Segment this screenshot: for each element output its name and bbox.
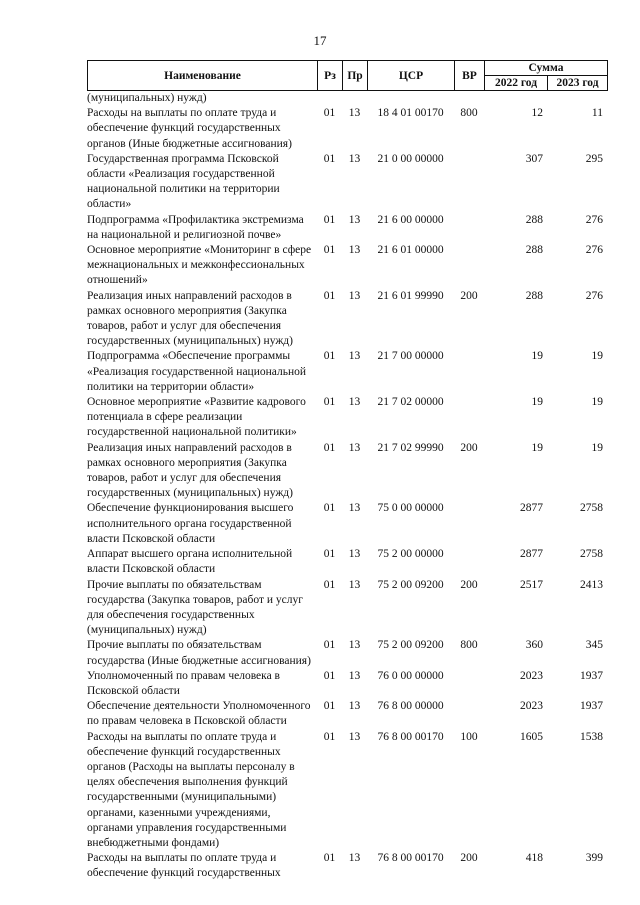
- cell-pr: 13: [348, 548, 361, 561]
- cell-name: Реализация иных направлений расходов в рамках основного мероприятия (Закупка товаров, работ и услуг для обеспечения государственных (муниципальных) нужд): [87, 289, 293, 348]
- header-sum: Сумма: [485, 61, 608, 76]
- cell-sum-2022: 2023: [520, 669, 543, 682]
- cell-sum-2022: 288: [525, 289, 543, 302]
- cell-name: Государственная программа Псковской области «Реализация государственной национальной политики на территории области»: [87, 152, 280, 211]
- cell-vr: 200: [460, 441, 478, 454]
- cell-csr: 76 0 00 00000: [377, 669, 444, 682]
- cell-sum-2022: 2517: [520, 578, 543, 591]
- cell-sum-2023: 276: [585, 289, 603, 302]
- cell-name: Аппарат высшего органа исполнительной власти Псковской области: [87, 548, 293, 576]
- cell-csr: 21 6 00 00000: [377, 213, 444, 226]
- cell-rz: 01: [323, 502, 336, 515]
- cell-sum-2022: 12: [531, 107, 543, 120]
- cell-pr: 13: [348, 852, 361, 865]
- cell-sum-2022: 1605: [520, 730, 543, 743]
- header-vr: ВР: [455, 61, 485, 91]
- cell-rz: 01: [323, 350, 336, 363]
- cell-csr: 21 7 00 00000: [377, 350, 444, 363]
- cell-sum-2023: 276: [585, 244, 603, 257]
- cell-sum-2022: 307: [525, 152, 543, 165]
- cell-name: Расходы на выплаты по оплате труда и обеспечение функций государственных органов (Расходы на выплаты персоналу в целях обеспечения выполнения функций государственными (муниципальными) органами, казенными учреждениями, органами управления государственными внебюджетными фондами): [87, 730, 295, 849]
- cell-csr: 75 2 00 09200: [377, 639, 444, 652]
- cell-rz: 01: [323, 441, 336, 454]
- cell-sum-2023: 1937: [580, 669, 603, 682]
- table-row: [87, 547, 607, 577]
- cell-name: Подпрограмма «Обеспечение программы «Реализация государственной национальной политики на территории области»: [87, 350, 307, 393]
- cell-sum-2022: 2023: [520, 700, 543, 713]
- budget-table: [87, 60, 607, 882]
- cell-name: Уполномоченный по правам человека в Псковской области: [87, 669, 280, 697]
- table-row: [87, 669, 607, 699]
- cell-sum-2023: 345: [585, 639, 603, 652]
- cell-rz: 01: [323, 107, 336, 120]
- cell-pr: 13: [348, 213, 361, 226]
- table-row: [87, 730, 607, 852]
- cell-vr: 200: [460, 852, 478, 865]
- header-csr: ЦСР: [368, 61, 455, 91]
- cell-pr: 13: [348, 441, 361, 454]
- cell-csr: 21 7 02 00000: [377, 396, 444, 409]
- table-row: [87, 501, 607, 547]
- cell-sum-2023: 1538: [580, 730, 603, 743]
- table-row: [87, 441, 607, 502]
- header-pr: Пр: [343, 61, 368, 91]
- cell-name: (муниципальных) нужд): [87, 92, 207, 104]
- header-year-2022: 2022 год: [485, 76, 548, 91]
- cell-sum-2023: 2413: [580, 578, 603, 591]
- cell-name: Обеспечение деятельности Уполномоченного по правам человека в Псковской области: [87, 700, 311, 728]
- header-year-2023: 2023 год: [548, 76, 608, 91]
- cell-pr: 13: [348, 107, 361, 120]
- cell-vr: 200: [460, 578, 478, 591]
- cell-pr: 13: [348, 289, 361, 302]
- cell-pr: 13: [348, 730, 361, 743]
- table-row: [87, 578, 607, 639]
- cell-sum-2022: 2877: [520, 502, 543, 515]
- cell-sum-2023: 19: [591, 350, 603, 363]
- cell-name: Расходы на выплаты по оплате труда и обеспечение функций государственных органов (Иные бюджетные ассигнования): [87, 107, 292, 150]
- cell-sum-2023: 19: [591, 396, 603, 409]
- cell-rz: 01: [323, 548, 336, 561]
- cell-rz: 01: [323, 152, 336, 165]
- cell-pr: 13: [348, 350, 361, 363]
- cell-csr: 21 7 02 99990: [377, 441, 444, 454]
- cell-sum-2022: 19: [531, 396, 543, 409]
- cell-pr: 13: [348, 502, 361, 515]
- table-row: [87, 243, 607, 289]
- table-row: [87, 699, 607, 729]
- table-row: [87, 289, 607, 350]
- cell-rz: 01: [323, 639, 336, 652]
- cell-sum-2023: 11: [591, 107, 603, 120]
- cell-sum-2023: 19: [591, 441, 603, 454]
- cell-pr: 13: [348, 639, 361, 652]
- cell-name: Реализация иных направлений расходов в рамках основного мероприятия (Закупка товаров, работ и услуг для обеспечения государственных (муниципальных) нужд): [87, 441, 293, 500]
- cell-csr: 18 4 01 00170: [377, 107, 444, 120]
- table-row: [87, 213, 607, 243]
- cell-pr: 13: [348, 152, 361, 165]
- cell-csr: 21 6 01 99990: [377, 289, 444, 302]
- cell-csr: 76 8 00 00000: [377, 700, 444, 713]
- cell-rz: 01: [323, 578, 336, 591]
- cell-pr: 13: [348, 244, 361, 257]
- cell-sum-2023: 399: [585, 852, 603, 865]
- cell-csr: 75 0 00 00000: [377, 502, 444, 515]
- table-row: [87, 851, 607, 881]
- cell-name: Расходы на выплаты по оплате труда и обеспечение функций государственных: [87, 852, 281, 880]
- cell-rz: 01: [323, 700, 336, 713]
- cell-sum-2022: 2877: [520, 548, 543, 561]
- cell-name: Прочие выплаты по обязательствам государства (Иные бюджетные ассигнования): [87, 639, 311, 667]
- cell-csr: 21 0 00 00000: [377, 152, 444, 165]
- cell-pr: 13: [348, 669, 361, 682]
- cell-csr: 76 8 00 00170: [377, 852, 444, 865]
- cell-pr: 13: [348, 578, 361, 591]
- table-body: [87, 91, 607, 882]
- table-row: [87, 106, 607, 152]
- cell-rz: 01: [323, 396, 336, 409]
- cell-name: Обеспечение функционирования высшего исполнительного органа государственной власти Псковской области: [87, 502, 294, 545]
- cell-name: Основное мероприятие «Развитие кадрового потенциала в сфере реализации государственной национальной политики»: [87, 396, 306, 439]
- cell-sum-2022: 19: [531, 350, 543, 363]
- cell-csr: 76 8 00 00170: [377, 730, 444, 743]
- cell-rz: 01: [323, 730, 336, 743]
- cell-pr: 13: [348, 396, 361, 409]
- header-name: Наименование: [88, 61, 318, 91]
- cell-name: Основное мероприятие «Мониторинг в сфере межнациональных и межконфессиональных отношений»: [87, 244, 312, 287]
- cell-sum-2023: 295: [585, 152, 603, 165]
- table-row: [87, 638, 607, 668]
- cell-rz: 01: [323, 289, 336, 302]
- cell-pr: 13: [348, 700, 361, 713]
- cell-name: Прочие выплаты по обязательствам государства (Закупка товаров, работ и услуг для обеспечения государственных (муниципальных) нужд): [87, 578, 303, 637]
- cell-name: Подпрограмма «Профилактика экстремизма на национальной и религиозной почве»: [87, 213, 304, 241]
- page-number: 17: [313, 33, 327, 48]
- cell-sum-2022: 288: [525, 244, 543, 257]
- cell-vr: 200: [460, 289, 478, 302]
- cell-rz: 01: [323, 669, 336, 682]
- cell-sum-2022: 288: [525, 213, 543, 226]
- cell-sum-2023: 276: [585, 213, 603, 226]
- cell-vr: 800: [460, 107, 478, 120]
- cell-rz: 01: [323, 852, 336, 865]
- cell-rz: 01: [323, 213, 336, 226]
- header-rz: Рз: [318, 61, 343, 91]
- cell-vr: 100: [460, 730, 478, 743]
- cell-sum-2023: 2758: [580, 502, 603, 515]
- cell-csr: 21 6 01 00000: [377, 244, 444, 257]
- cell-sum-2022: 19: [531, 441, 543, 454]
- cell-sum-2023: 1937: [580, 700, 603, 713]
- cell-rz: 01: [323, 244, 336, 257]
- cell-sum-2022: 360: [525, 639, 543, 652]
- table-header: [87, 60, 608, 91]
- table-row: [87, 152, 607, 213]
- table-row: [87, 91, 607, 106]
- cell-sum-2022: 418: [525, 852, 543, 865]
- table-row: [87, 395, 607, 441]
- cell-csr: 75 2 00 09200: [377, 578, 444, 591]
- cell-vr: 800: [460, 639, 478, 652]
- table-row: [87, 349, 607, 395]
- cell-sum-2023: 2758: [580, 548, 603, 561]
- cell-csr: 75 2 00 00000: [377, 548, 444, 561]
